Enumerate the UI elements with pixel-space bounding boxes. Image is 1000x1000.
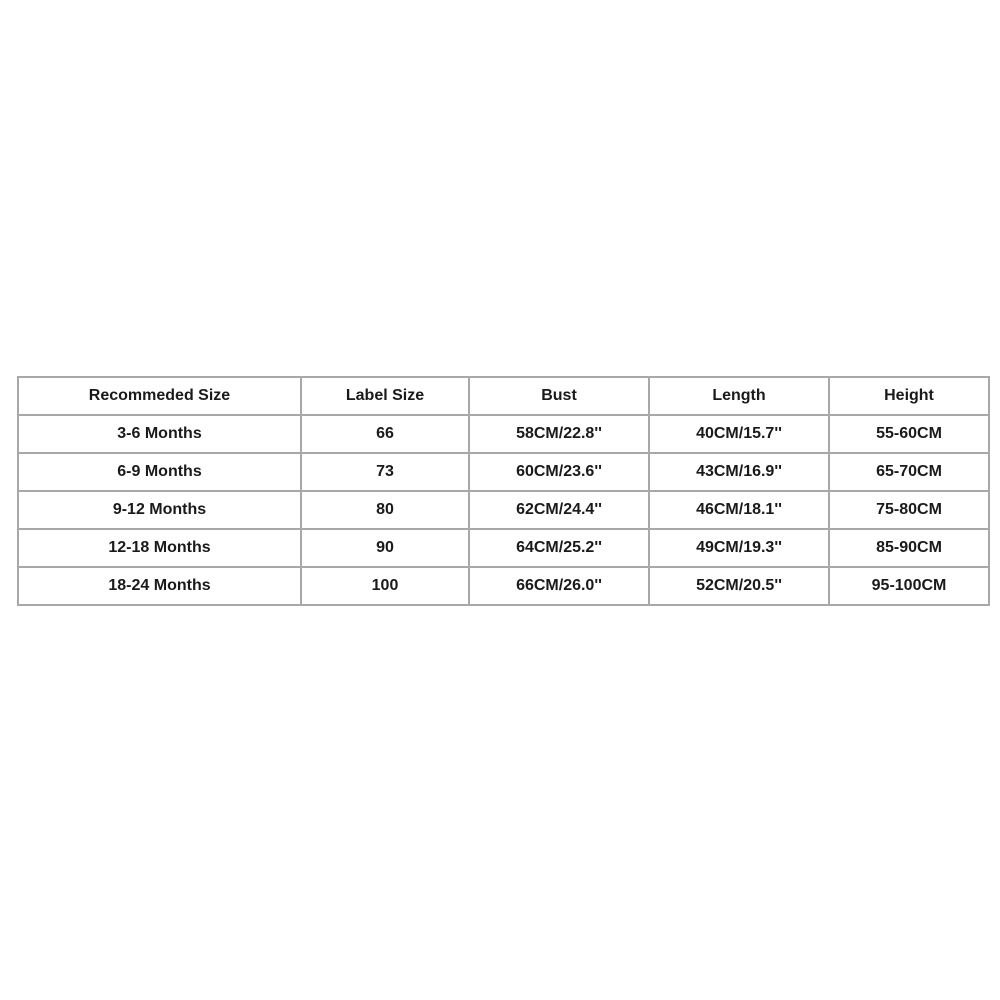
cell-bust: 64CM/25.2'' — [469, 529, 649, 567]
cell-bust: 60CM/23.6'' — [469, 453, 649, 491]
cell-recommended-size: 18-24 Months — [18, 567, 301, 605]
cell-recommended-size: 12-18 Months — [18, 529, 301, 567]
cell-length: 40CM/15.7'' — [649, 415, 829, 453]
table-row — [18, 453, 989, 491]
cell-label-size: 100 — [301, 567, 469, 605]
table-header-row — [18, 377, 989, 415]
cell-bust: 66CM/26.0'' — [469, 567, 649, 605]
header-recommended-size: Recommeded Size — [18, 377, 301, 415]
table-row — [18, 415, 989, 453]
cell-height: 65-70CM — [829, 453, 989, 491]
table-row — [18, 529, 989, 567]
size-chart-table — [17, 376, 990, 606]
cell-label-size: 66 — [301, 415, 469, 453]
cell-height: 95-100CM — [829, 567, 989, 605]
cell-length: 49CM/19.3'' — [649, 529, 829, 567]
cell-height: 75-80CM — [829, 491, 989, 529]
table-row — [18, 491, 989, 529]
header-label-size: Label Size — [301, 377, 469, 415]
cell-label-size: 90 — [301, 529, 469, 567]
header-length: Length — [649, 377, 829, 415]
cell-height: 85-90CM — [829, 529, 989, 567]
cell-recommended-size: 3-6 Months — [18, 415, 301, 453]
cell-height: 55-60CM — [829, 415, 989, 453]
header-height: Height — [829, 377, 989, 415]
cell-bust: 58CM/22.8'' — [469, 415, 649, 453]
cell-length: 52CM/20.5'' — [649, 567, 829, 605]
cell-length: 43CM/16.9'' — [649, 453, 829, 491]
header-bust: Bust — [469, 377, 649, 415]
cell-label-size: 80 — [301, 491, 469, 529]
table-row — [18, 567, 989, 605]
cell-recommended-size: 6-9 Months — [18, 453, 301, 491]
cell-label-size: 73 — [301, 453, 469, 491]
cell-length: 46CM/18.1'' — [649, 491, 829, 529]
cell-recommended-size: 9-12 Months — [18, 491, 301, 529]
cell-bust: 62CM/24.4'' — [469, 491, 649, 529]
